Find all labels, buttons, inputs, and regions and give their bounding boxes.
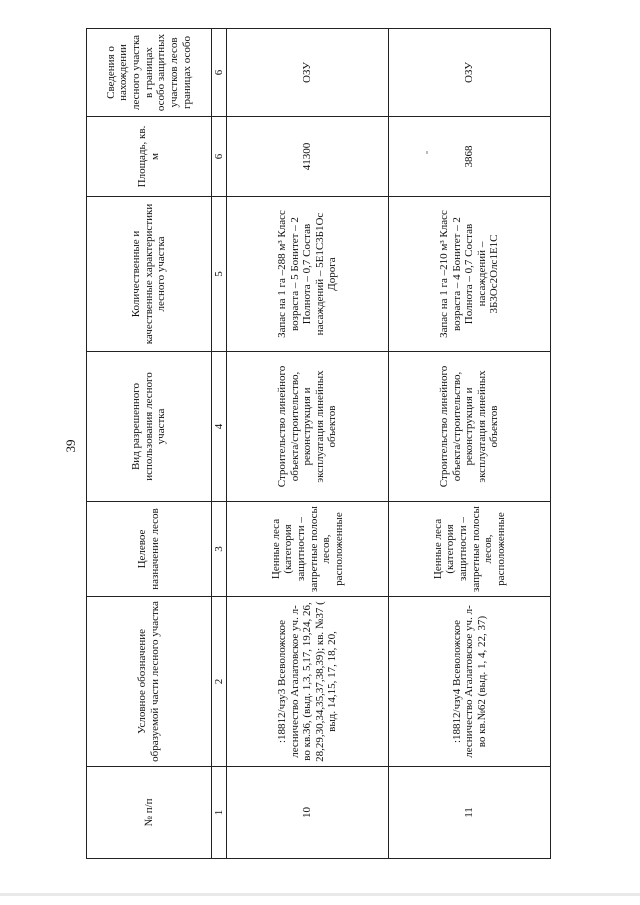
purpose-cell: Ценные леса (категория защитности – запретные полосы лесов, расположенные xyxy=(389,502,551,597)
use-cell: Строительство линейного объекта/строительство, реконструкция и эксплуатация линейных объектов xyxy=(389,352,551,502)
row-number-cell: 10 xyxy=(227,767,389,859)
table-row xyxy=(227,29,389,859)
index-cell: 4 xyxy=(212,352,227,502)
header-cell: Целевое назначение лесов xyxy=(87,502,212,597)
header-cell: Сведения о нахождении лесного участка в границах особо защитных участков лесов границах особо xyxy=(87,29,212,117)
row-number-cell: 11 xyxy=(389,767,551,859)
protected-area-info-cell: ОЗУ xyxy=(227,29,389,117)
area-cell: 3868 xyxy=(389,117,551,197)
area-cell: 41300 xyxy=(227,117,389,197)
forest-plot-table xyxy=(86,28,551,859)
header-cell: Условное обозначение образуемой части лесного участка xyxy=(87,597,212,767)
purpose-cell: Ценные леса (категория защитности – запретные полосы лесов, расположенные xyxy=(227,502,389,597)
index-cell: 6 xyxy=(212,29,227,117)
table-header-row xyxy=(87,29,212,859)
use-cell: Строительство линейного объекта/строительство, реконструкция и эксплуатация линейных объектов xyxy=(227,352,389,502)
header-cell: Вид разрешенного использования лесного участка xyxy=(87,352,212,502)
index-cell: 1 xyxy=(212,767,227,859)
characteristics-cell: Запас на 1 га –288 м³ Класс возраста – 5 Бонитет – 2 Полнота – 0,7 Состав насаждений – 5Е1С3Б1Ос Дорога xyxy=(227,197,389,352)
column-index-row xyxy=(212,29,227,859)
rotated-table-container xyxy=(86,29,543,859)
index-cell: 5 xyxy=(212,197,227,352)
index-cell: 2 xyxy=(212,597,227,767)
characteristics-cell: Запас на 1 га –210 м³ Класс возраста – 4 Бонитет – 2 Полнота – 0,7 Состав насаждений – 3Б3Ос2Олс1Е1С xyxy=(389,197,551,352)
header-cell: Площадь, кв. м xyxy=(87,117,212,197)
designation-cell: :18812/чзу4 Всеволожское лесничество Агалатовское уч. л-во кв.№62 (выд. 1, 4, 22, 37) xyxy=(389,597,551,767)
header-cell: Количественные и качественные характеристики лесного участка xyxy=(87,197,212,352)
scan-speck xyxy=(426,151,428,154)
designation-cell: :18812/чзу3 Всеволожское лесничество Агалатовское уч. л-во кв.36, (выд. 1,3, 5,17, 19,24, 26, 28,29,30,34,35,37,38,39); кв. №37 ( выд. 14,15, 17, 18, 20, xyxy=(227,597,389,767)
table-row xyxy=(389,29,551,859)
page-number: 39 xyxy=(63,439,78,453)
protected-area-info-cell: ОЗУ xyxy=(389,29,551,117)
index-cell: 6 xyxy=(212,117,227,197)
scan-edge xyxy=(0,893,640,896)
index-cell: 3 xyxy=(212,502,227,597)
header-cell: № п/п xyxy=(87,767,212,859)
